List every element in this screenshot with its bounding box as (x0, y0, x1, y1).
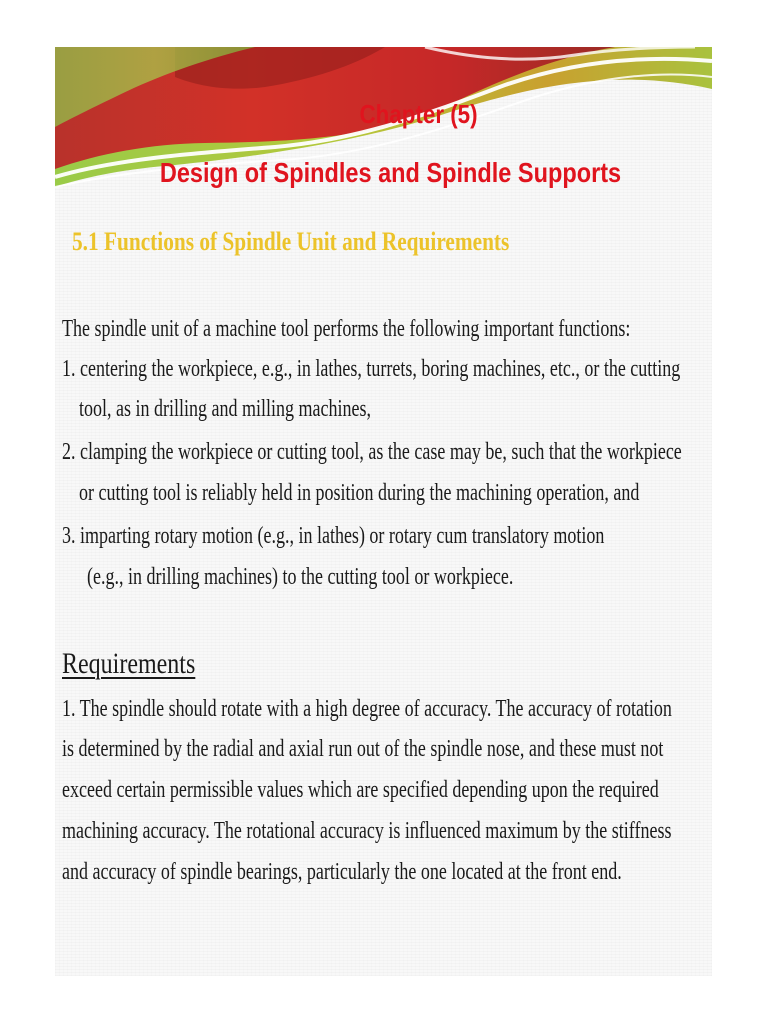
requirement-line: is determined by the radial and axial run out of the spindle nose, and these must not (62, 736, 664, 762)
section-heading: 5.1 Functions of Spindle Unit and Requirements (72, 227, 510, 256)
intro-line: or cutting tool is reliably held in position during the machining operation, and (79, 480, 640, 506)
slide (55, 47, 712, 976)
requirements-heading: Requirements (62, 647, 196, 680)
requirement-line: exceed certain permissible values which are specified depending upon the required (62, 777, 659, 803)
intro-line: tool, as in drilling and milling machines, (79, 396, 371, 422)
chapter-title: Chapter (5) (359, 99, 478, 129)
intro-line: 3. imparting rotary motion (e.g., in lathes) or rotary cum translatory motion (62, 523, 605, 549)
intro-line: 1. centering the workpiece, e.g., in lathes, turrets, boring machines, etc., or the cutting (62, 356, 681, 382)
main-title: Design of Spindles and Spindle Supports (159, 157, 622, 188)
requirement-line: machining accuracy. The rotational accuracy is influenced maximum by the stiffness (62, 818, 672, 844)
intro-line: 2. clamping the workpiece or cutting tool, as the case may be, such that the workpiece (62, 439, 682, 465)
requirement-line: and accuracy of spindle bearings, particularly the one located at the front end. (62, 859, 622, 885)
intro-line: The spindle unit of a machine tool performs the following important functions: (62, 316, 631, 342)
intro-line: (e.g., in drilling machines) to the cutting tool or workpiece. (87, 564, 514, 590)
requirement-line: 1. The spindle should rotate with a high degree of accuracy. The accuracy of rotation (62, 696, 672, 722)
